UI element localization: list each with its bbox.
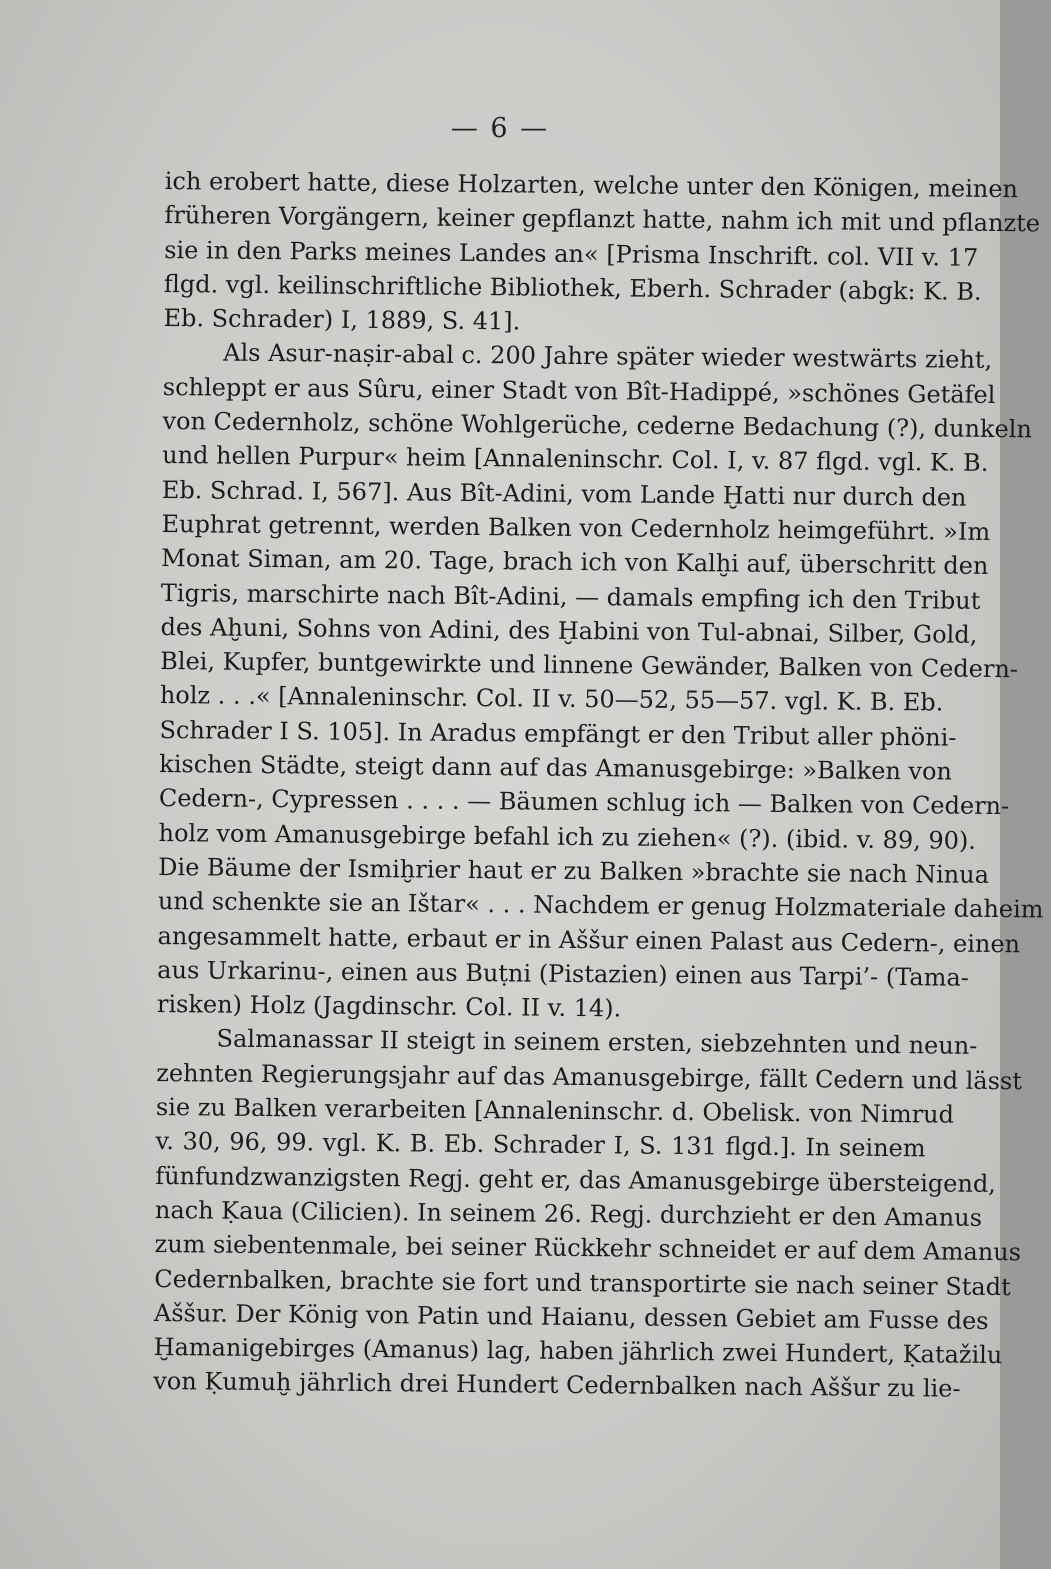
text-line: sie in den Parks meines Landes an« [Prisma Inschrift. col. VII v. 17 <box>164 235 979 272</box>
text-line: zum siebentenmale, bei seiner Rückkehr schneidet er auf dem Amanus <box>154 1230 1022 1267</box>
text-line: fünfundzwanzigsten Regj. geht er, das Amanusgebirge übersteigend, <box>155 1161 997 1198</box>
text-line: des Aḫuni, Sohns von Adini, des Ḫabini von Tul-abnai, Silber, Gold, <box>160 612 978 649</box>
text-line: und schenkte sie an Ištar« . . . Nachdem er genug Holzmateriale daheim <box>157 887 1044 924</box>
text-line: angesammelt hatte, erbaut er in Aššur einen Palast aus Cedern-, einen <box>157 921 1021 958</box>
text-line: Ḫamanigebirges (Amanus) lag, haben jährlich zwei Hundert, Ḳatažilu <box>153 1333 1003 1370</box>
body-text <box>153 164 1044 1406</box>
text-line: nach Ḳaua (Cilicien). In seinem 26. Regj. durchzieht er den Amanus <box>154 1195 983 1232</box>
text-line: von Ḳumuḫ jährlich drei Hundert Cedernbalken nach Aššur zu lie- <box>153 1367 961 1404</box>
text-line: sie zu Balken verarbeiten [Annaleninschr. d. Obelisk. von Nimrud <box>155 1092 955 1129</box>
text-line: holz . . .« [Annaleninschr. Col. II v. 50—52, 55—57. vgl. K. B. Eb. <box>159 681 944 717</box>
page-number: — 6 — <box>450 113 550 144</box>
text-line: schleppt er aus Sûru, einer Stadt von Bît-Hadippé, »schönes Getäfel <box>162 372 996 409</box>
text-line: kischen Städte, steigt dann auf das Amanusgebirge: »Balken von <box>159 750 953 786</box>
text-line: früheren Vorgängern, keiner gepflanzt hatte, nahm ich mit und pflanzte <box>164 201 1041 238</box>
text-line: zehnten Regierungsjahr auf das Amanusgebirge, fällt Cedern und lässt <box>156 1058 1023 1095</box>
text-line: Euphrat getrennt, werden Balken von Cedernholz heimgeführt. »Im <box>161 509 991 546</box>
text-line: Cedernbalken, brachte sie fort und transportirte sie nach seiner Stadt <box>154 1264 1011 1301</box>
text-line: und hellen Purpur« heim [Annaleninschr. Col. I, v. 87 flgd. vgl. K. B. <box>162 441 989 478</box>
text-line: holz vom Amanusgebirge befahl ich zu ziehen« (?). (ibid. v. 89, 90). <box>158 818 977 855</box>
text-line: Tigris, marschirte nach Bît-Adini, — damals empfing ich den Tribut <box>160 578 981 615</box>
text-line: Salmanassar II steigt in seinem ersten, siebzehnten und neun- <box>216 1024 978 1061</box>
text-line: ich erobert hatte, diese Holzarten, welche unter den Königen, meinen <box>164 166 1019 204</box>
text-line: Eb. Schrader) I, 1889, S. 41]. <box>163 304 521 336</box>
text-line: Als Asur-naṣir-abal c. 200 Jahre später wieder westwärts zieht, <box>223 339 993 375</box>
text-line: Schrader I S. 105]. In Aradus empfängt er den Tribut aller phöni- <box>159 715 957 752</box>
text-line: von Cedernholz, schöne Wohlgerüche, cederne Bedachung (?), dunkeln <box>162 407 1033 444</box>
text-line: aus Urkarinu-, einen aus Buṭni (Pistazien) einen aus Tarpi’- (Tama- <box>157 955 969 992</box>
text-line: Aššur. Der König von Patin und Haianu, dessen Gebiet am Fusse des <box>153 1298 989 1335</box>
text-line: risken) Holz (Jagdinschr. Col. II v. 14). <box>156 990 622 1023</box>
text-line: Eb. Schrad. I, 567]. Aus Bît-Adini, vom Lande Ḫatti nur durch den <box>161 475 967 512</box>
text-line: v. 30, 96, 99. vgl. K. B. Eb. Schrader I, S. 131 flgd.]. In seinem <box>155 1127 926 1163</box>
text-line: Monat Siman, am 20. Tage, brach ich von Kalḫi auf, überschritt den <box>161 544 989 581</box>
text-line: Cedern-, Cypressen . . . . — Bäumen schlug ich — Balken von Cedern- <box>158 784 1010 821</box>
text-line: Blei, Kupfer, buntgewirkte und linnene Gewänder, Balken von Cedern- <box>160 647 1019 684</box>
text-line: Die Bäume der Ismiḫrier haut er zu Balken »brachte sie nach Ninua <box>158 852 990 889</box>
text-line: flgd. vgl. keilinschriftliche Bibliothek, Eberh. Schrader (abgk: K. B. <box>163 269 982 306</box>
